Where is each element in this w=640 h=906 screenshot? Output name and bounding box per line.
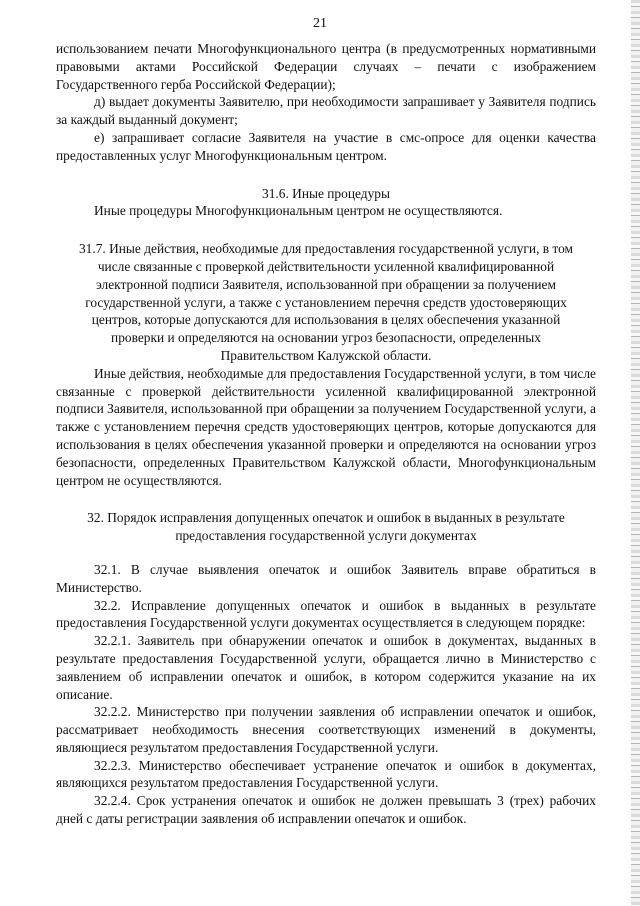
paragraph-seal-usage: использованием печати Многофункционального центра (в предусмотренных нормативными правовыми актами Российской Федерации случаях – печати с изображением Государственного герба Российской Федерации);	[56, 41, 596, 92]
paragraph-32-2-4: 32.2.4. Срок устранения опечаток и ошибок не должен превышать 3 (трех) рабочих дней с даты регистрации заявления об исправлении опечаток и ошибок.	[56, 793, 596, 827]
section-heading-31-6: 31.6. Иные процедуры	[262, 185, 390, 201]
document-body	[56, 40, 596, 828]
paragraph-32-2: 32.2. Исправление допущенных опечаток и ошибок в выданных в результате предоставления Государственной услуги документах осуществляется в следующем порядке:	[56, 597, 596, 631]
paragraph-32-2-3: 32.2.3. Министерство обеспечивает устранение опечаток и ошибок в документах, являющихся результатом предоставления Государственной услуги.	[56, 757, 596, 791]
page-number: 21	[313, 16, 327, 31]
section-heading-31-7: 31.7. Иные действия, необходимые для предоставления государственной услуги, в том числе связанные с проверкой действительности усиленной квалифицированной электронной подписи Заявителя, использованной при обращении за получением государственной услуги, а также с установлением перечня средств удостоверяющих центров, которые допускаются для использования в целях обеспечения указанной проверки и определяются на основании угроз безопасности, определенных Правительством Калужской области.	[78, 241, 574, 363]
paragraph-32-2-2: 32.2.2. Министерство при получении заявления об исправлении опечаток и ошибок, рассматривает необходимость внесения соответствующих изменений в документы, являющиеся результатом предоставления Государственной услуги.	[56, 704, 596, 755]
paragraph-32-1: 32.1. В случае выявления опечаток и ошибок Заявитель вправе обратиться в Министерство.	[56, 561, 596, 595]
paragraph-item-e: е) запрашивает согласие Заявителя на участие в смс-опросе для оценки качества предоставленных услуг Многофункциональным центром.	[56, 129, 596, 163]
paragraph-item-d: д) выдает документы Заявителю, при необходимости запрашивает у Заявителя подпись за каждый выданный документ;	[56, 94, 596, 128]
paragraph-32-2-1: 32.2.1. Заявитель при обнаружении опечаток и ошибок в документах, выданных в результате предоставления Государственной услуги, обращается лично в Министерство с заявлением об исправлении опечаток и ошибок, в котором содержится указание на их описание.	[56, 633, 596, 702]
section-heading-32: 32. Порядок исправления допущенных опечаток и ошибок в выданных в результате предоставления государственной услуги документах	[87, 510, 565, 544]
paragraph-other-actions: Иные действия, необходимые для предоставления Государственной услуги, в том числе связанные с проверкой действительности усиленной квалифицированной электронной подписи Заявителя, использованной при обращении за получением Государственной услуги, а также с установлением перечня средств удостоверяющих центров, которые допускаются для использования в целях обеспечения указанной проверки и определяются на основании угроз безопасности, определенных Правительством Калужской области, Многофункциональным центром не осуществляются.	[56, 365, 596, 488]
scan-edge-artifact	[631, 0, 640, 906]
paragraph-other-procedures: Иные процедуры Многофункциональным центром не осуществляются.	[94, 203, 503, 219]
